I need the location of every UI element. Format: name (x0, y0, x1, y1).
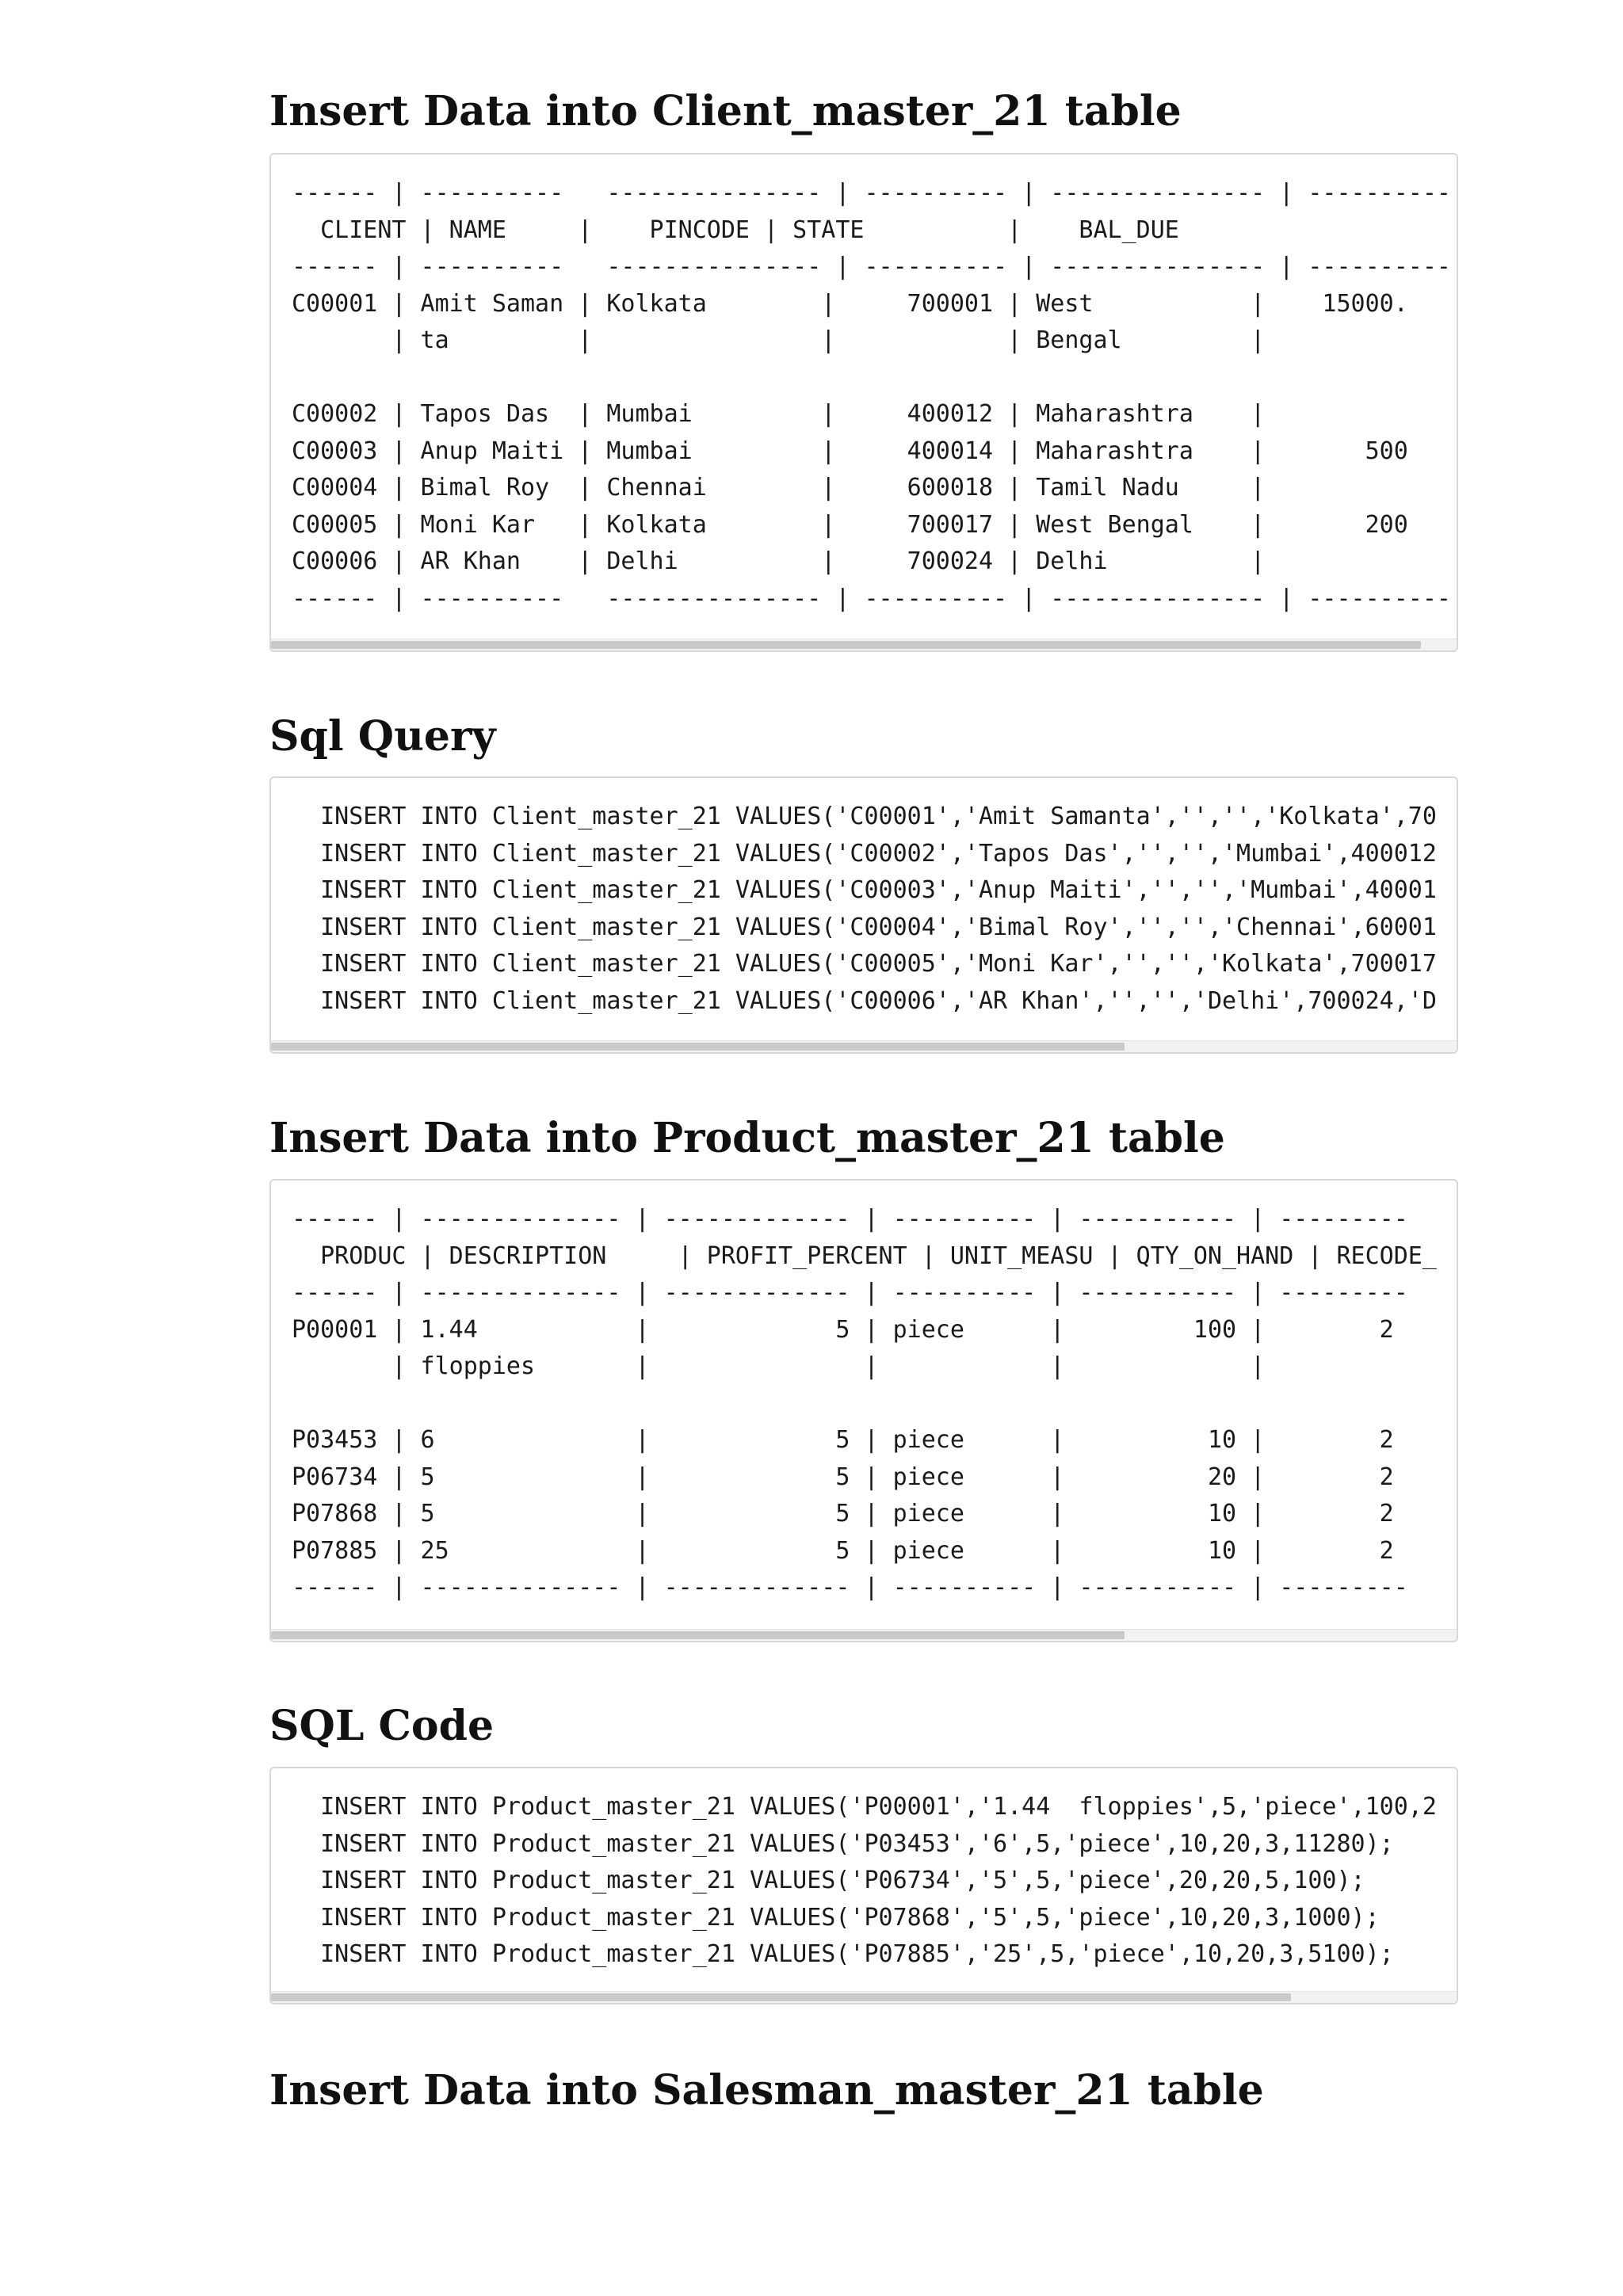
product-sql-scrollbar[interactable] (271, 1991, 1457, 2003)
product-table-scrollbar[interactable] (271, 1629, 1457, 1641)
client-sql-scrollbar[interactable] (271, 1040, 1457, 1052)
product-table-output: ------ | -------------- | ------------- | ---------- | ----------- | --------- PRODUC | DESCRIPTION | PROFIT_PERCENT | UNIT_MEASU | QTY_ON_HAND | RECODE_ ------ | -------------- | ------------- | ---------- | ----------- | --------- P00001 | 1.44 | 5 | piece | 100 | 2 | floppies | | | | P03453 | 6 | 5 | piece | 10 | 2 P06734 | 5 | 5 | piece | 20 | 2 P07868 | 5 | 5 | piece | 10 | 2 P07885 | 25 | 5 | piece | 10 | 2 ------ | -------------- | ------------- | ---------- | ----------- | --------- (292, 1205, 1437, 1601)
product-table-scrollbar-thumb[interactable] (271, 1631, 1125, 1639)
client-sql-scroll[interactable] (292, 799, 1457, 1039)
sql-query-heading: Sql Query (269, 712, 496, 761)
client-sql-scrollbar-thumb[interactable] (271, 1043, 1125, 1051)
client-sql-code: INSERT INTO Client_master_21 VALUES('C00001','Amit Samanta','','','Kolkata',70 INSERT INTO Client_master_21 VALUES('C00002','Tapos Das','','','Mumbai',400012 INSERT INTO Client_master_21 VALUES('C00003','Anup Maiti','','','Mumbai',40001 INSERT INTO Client_master_21 VALUES('C00004','Bimal Roy','','','Chennai',60001 INSERT INTO Client_master_21 VALUES('C00005','Moni Kar','','','Kolkata',700017 INSERT INTO Client_master_21 VALUES('C00006','AR Khan','','','Delhi',700024,'D (320, 803, 1437, 1015)
product-sql-scroll[interactable] (292, 1789, 1457, 1990)
product-sql-box (269, 1767, 1458, 2004)
sql-code-heading: SQL Code (269, 1702, 495, 1750)
client-table-output: ------ | ---------- --------------- | ---------- | --------------- | ---------- CLIENT | NAME | PINCODE | STATE | BAL_DUE ------ | ---------- --------------- | ---------- | --------------- | ---------- C00001 | Amit Saman | Kolkata | 700001 | West | 15000. | ta | | | Bengal | C00002 | Tapos Das | Mumbai | 400012 | Maharashtra | C00003 | Anup Maiti | Mumbai | 400014 | Maharashtra | 500 C00004 | Bimal Roy | Chennai | 600018 | Tamil Nadu | C00005 | Moni Kar | Kolkata | 700017 | West Bengal | 200 C00006 | AR Khan | Delhi | 700024 | Delhi | ------ | ---------- --------------- | ---------- | --------------- | ---------- (292, 179, 1451, 612)
client-sql-box (269, 776, 1458, 1054)
client-table-output-box (269, 153, 1458, 652)
client-table-scrollbar[interactable] (271, 639, 1457, 650)
client-insert-heading: Insert Data into Client_master_21 table (269, 87, 1182, 135)
product-sql-scrollbar-thumb[interactable] (271, 1993, 1291, 2001)
product-insert-heading: Insert Data into Product_master_21 table (269, 1114, 1225, 1162)
product-sql-code: INSERT INTO Product_master_21 VALUES('P00001','1.44 floppies',5,'piece',100,2 INSERT INTO Product_master_21 VALUES('P03453','6',5,'piece',10,20,3,11280); INSERT INTO Product_master_21 VALUES('P06734','5',5,'piece',20,20,5,100); INSERT INTO Product_master_21 VALUES('P07868','5',5,'piece',10,20,3,1000); INSERT INTO Product_master_21 VALUES('P07885','25',5,'piece',10,20,3,5100); (320, 1793, 1437, 1968)
product-table-output-scroll[interactable] (292, 1201, 1457, 1628)
client-table-output-scroll[interactable] (292, 175, 1457, 638)
salesman-insert-heading: Insert Data into Salesman_master_21 table (269, 2066, 1264, 2115)
product-table-output-box (269, 1179, 1458, 1642)
client-table-scrollbar-thumb[interactable] (271, 641, 1421, 649)
